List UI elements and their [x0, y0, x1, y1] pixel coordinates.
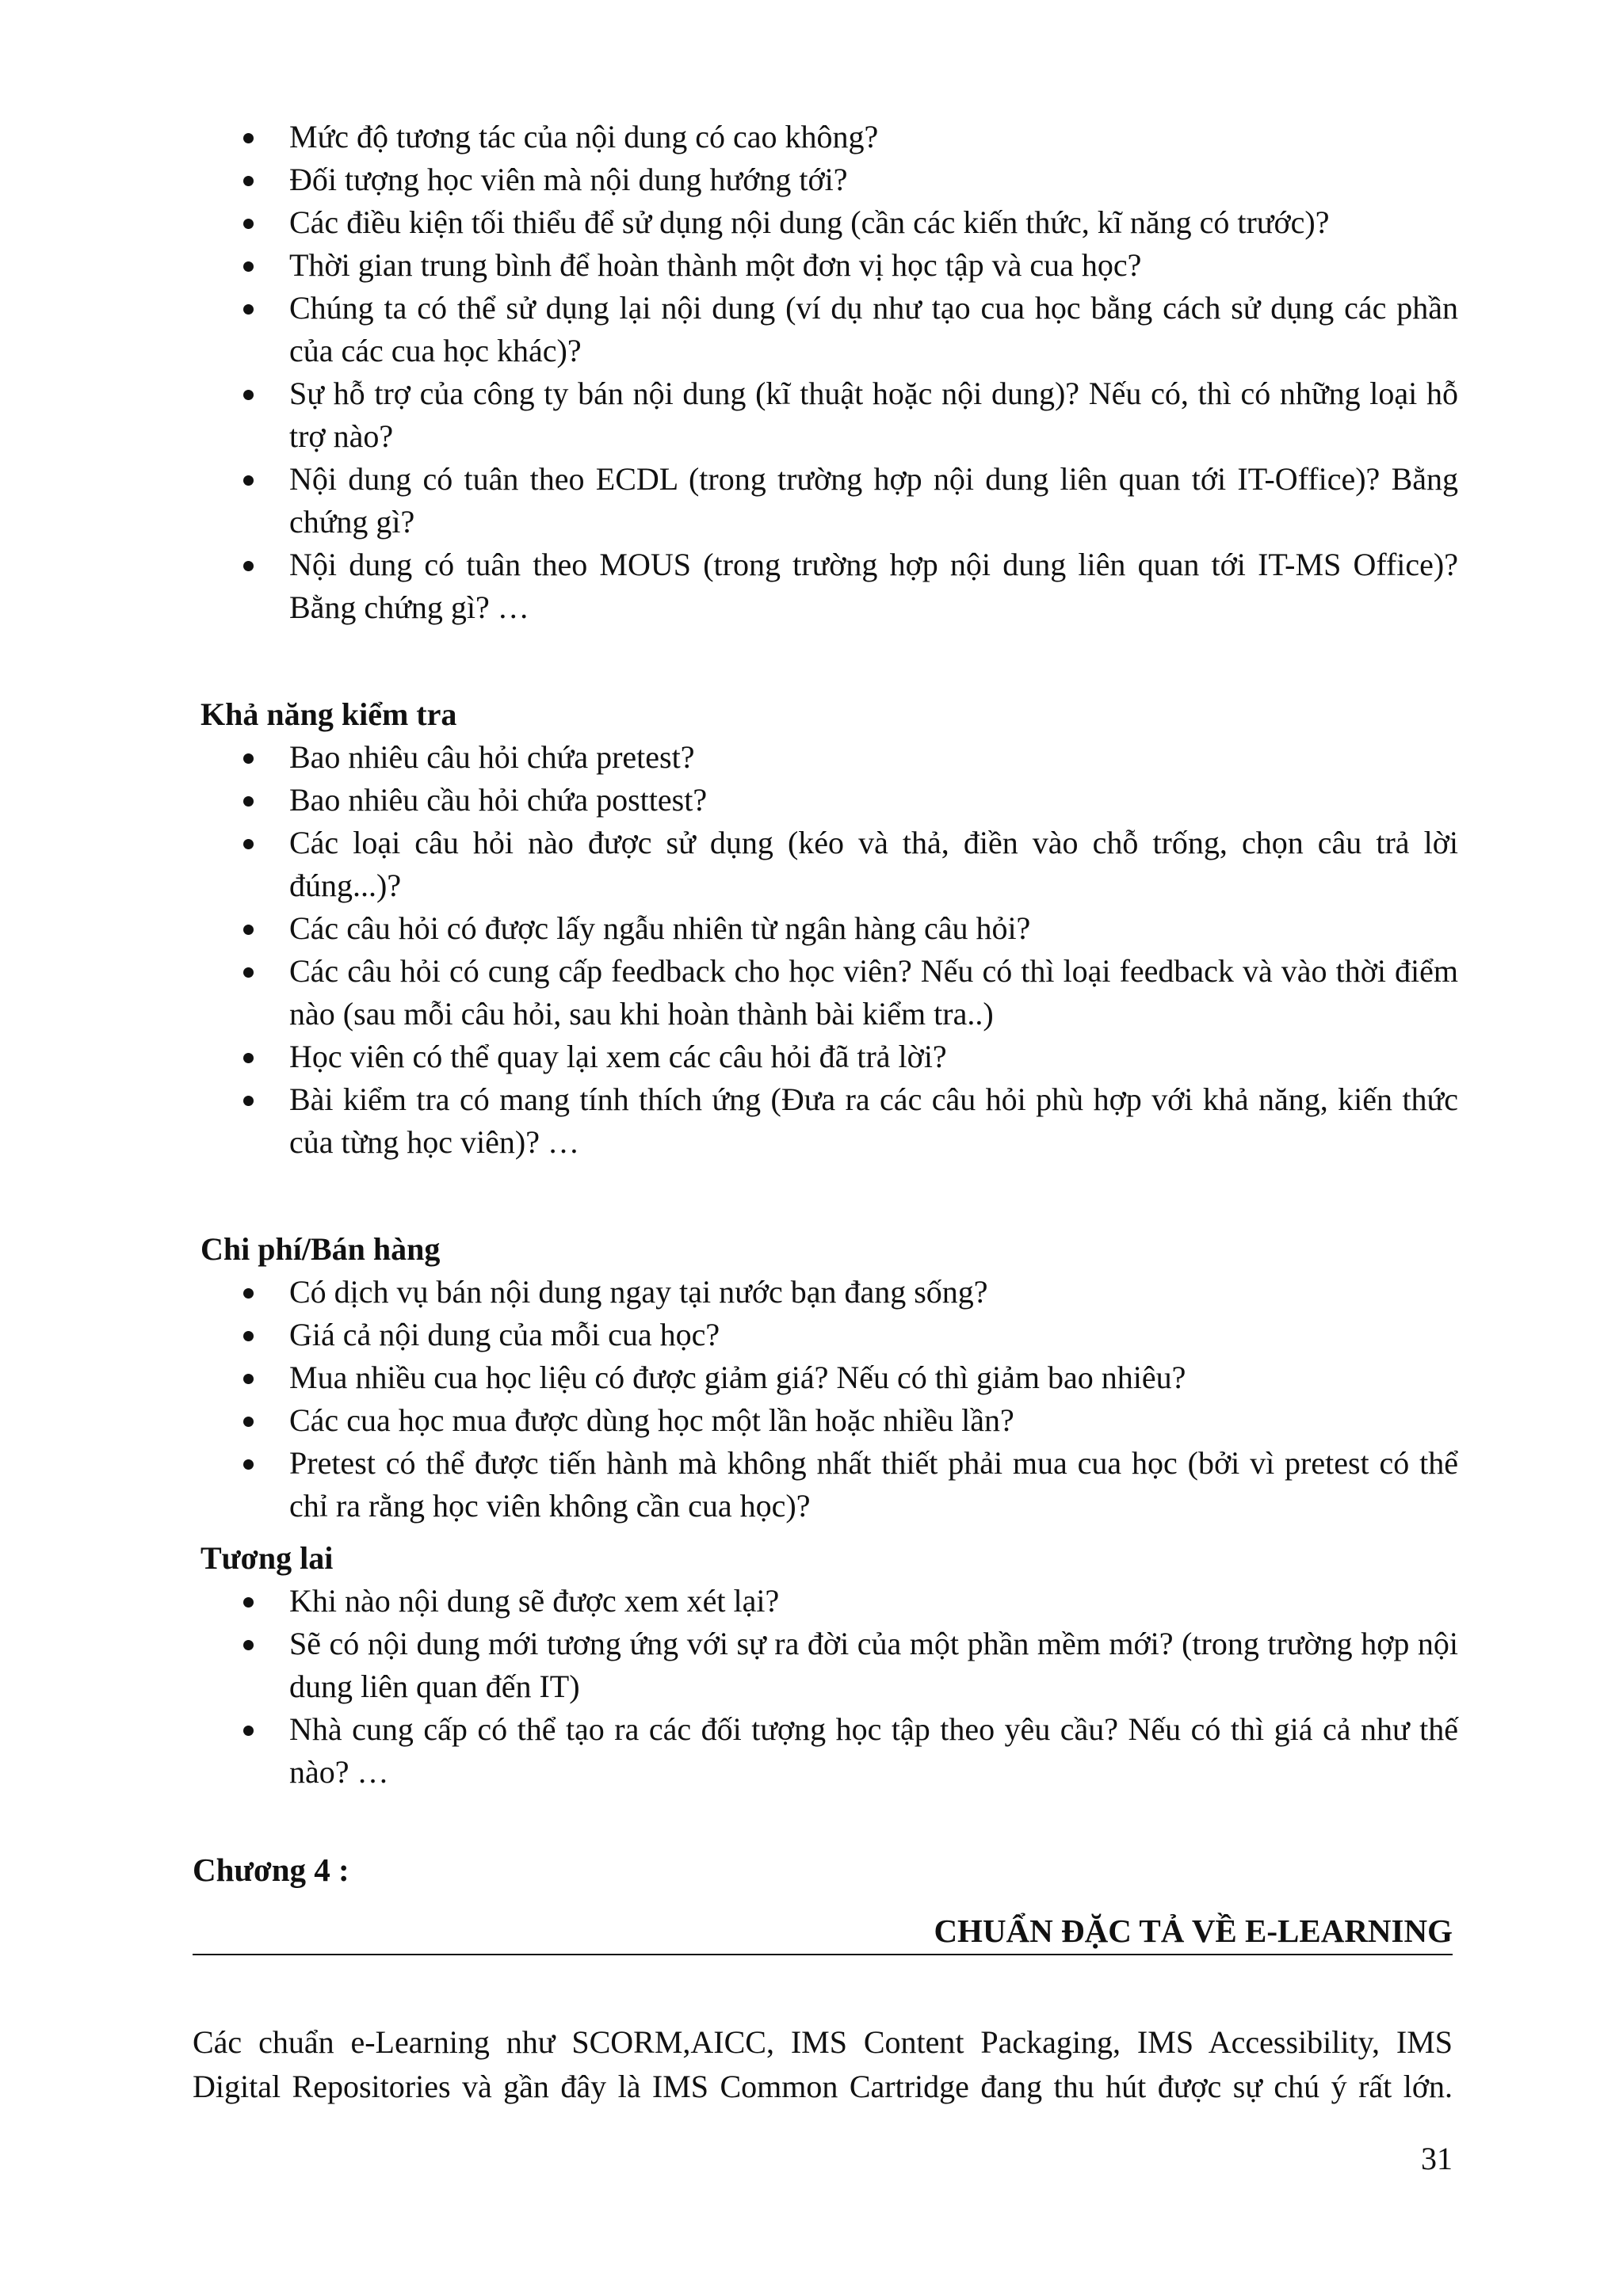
list-item: Các cua học mua được dùng học một lần hoặc nhiều lần? [198, 1399, 1458, 1442]
bullet-list [198, 116, 1458, 629]
list-item: Chúng ta có thể sử dụng lại nội dung (ví dụ như tạo cua học bằng cách sử dụng các phần của các cua học khác)? [198, 287, 1458, 372]
list-item: Mua nhiều cua học liệu có được giảm giá? Nếu có thì giảm bao nhiêu? [198, 1356, 1458, 1399]
list-item: Các điều kiện tối thiểu để sử dụng nội dung (cần các kiến thức, kĩ năng có trước)? [198, 201, 1458, 244]
bullet-list [198, 1271, 1458, 1527]
list-item: Bao nhiêu câu hỏi chứa pretest? [198, 736, 1458, 779]
list-item: Học viên có thể quay lại xem các câu hỏi đã trả lời? [198, 1035, 1458, 1078]
list-item: Giá cả nội dung của mỗi cua học? [198, 1314, 1458, 1356]
list-item: Bài kiểm tra có mang tính thích ứng (Đưa ra các câu hỏi phù hợp với khả năng, kiến thức của từng học viên)? … [198, 1078, 1458, 1164]
list-item: Thời gian trung bình để hoàn thành một đơn vị học tập và cua học? [198, 244, 1458, 287]
list-item: Có dịch vụ bán nội dung ngay tại nước bạn đang sống? [198, 1271, 1458, 1314]
list-item: Nội dung có tuân theo ECDL (trong trường hợp nội dung liên quan tới IT-Office)? Bằng chứng gì? [198, 458, 1458, 543]
list-item: Sẽ có nội dung mới tương ứng với sự ra đời của một phần mềm mới? (trong trường hợp nội dung liên quan đến IT) [198, 1623, 1458, 1708]
chapter-divider [193, 1954, 1453, 1955]
chapter-label: Chương 4 : [193, 1852, 349, 1888]
section-heading-future: Tương lai [200, 1540, 334, 1576]
list-item: Các câu hỏi có cung cấp feedback cho học viên? Nếu có thì loại feedback và vào thời điểm nào (sau mỗi câu hỏi, sau khi hoàn thành bài kiểm tra..) [198, 950, 1458, 1035]
testing-list [198, 736, 1458, 1164]
future-list [198, 1580, 1458, 1794]
list-item: Bao nhiêu cầu hỏi chứa posttest? [198, 779, 1458, 822]
list-item: Khi nào nội dung sẽ được xem xét lại? [198, 1580, 1458, 1623]
bullet-list [198, 736, 1458, 1164]
page-number: 31 [1421, 2141, 1453, 2176]
list-item: Các loại câu hỏi nào được sử dụng (kéo và thả, điền vào chỗ trống, chọn câu trả lời đúng...)? [198, 822, 1458, 907]
bullet-list [198, 1580, 1458, 1794]
cost-list [198, 1271, 1458, 1527]
list-item: Các câu hỏi có được lấy ngẫu nhiên từ ngân hàng câu hỏi? [198, 907, 1458, 950]
list-item: Pretest có thể được tiến hành mà không nhất thiết phải mua cua học (bởi vì pretest có thể chỉ ra rằng học viên không cần cua học)? [198, 1442, 1458, 1527]
list-item: Đối tượng học viên mà nội dung hướng tới? [198, 158, 1458, 201]
section-heading-cost: Chi phí/Bán hàng [200, 1231, 441, 1267]
section-heading-testing: Khả năng kiểm tra [200, 696, 457, 732]
list-item: Nội dung có tuân theo MOUS (trong trường hợp nội dung liên quan tới IT-MS Office)? Bằng chứng gì? … [198, 543, 1458, 629]
content-criteria-list [198, 116, 1458, 629]
list-item: Mức độ tương tác của nội dung có cao không? [198, 116, 1458, 158]
chapter-title: CHUẨN ĐẶC TẢ VỀ E-LEARNING [934, 1913, 1453, 1949]
list-item: Nhà cung cấp có thể tạo ra các đối tượng học tập theo yêu cầu? Nếu có thì giá cả như thế nào? … [198, 1708, 1458, 1794]
body-paragraph: Các chuẩn e-Learning như SCORM,AICC, IMS Content Packaging, IMS Accessibility, IMS Digital Repositories và gần đây là IMS Common Cartridge đang thu hút được sự chú ý rất lớn. [193, 2024, 1453, 2104]
list-item: Sự hỗ trợ của công ty bán nội dung (kĩ thuật hoặc nội dung)? Nếu có, thì có những loại hỗ trợ nào? [198, 372, 1458, 458]
